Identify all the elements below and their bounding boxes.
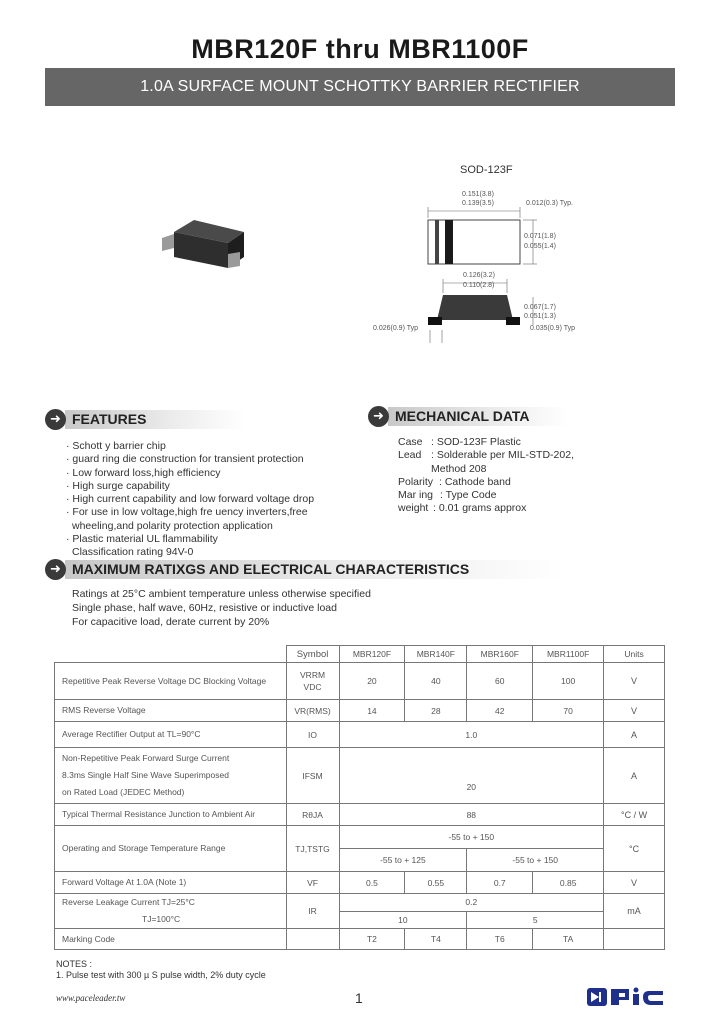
note-1: 1. Pulse test with 300 µ S pulse width, 2% duty cycle [56, 970, 266, 980]
table-row: -55 to + 125 -55 to + 150 [55, 849, 665, 872]
mechanical-title: MECHANICAL DATA [395, 408, 530, 424]
list-item: · High surge capability [66, 479, 170, 492]
table-row: RMS Reverse Voltage VR(RMS) 14 28 42 70 V [55, 700, 665, 722]
list-item: Lead : Solderable per MIL-STD-202, [398, 449, 574, 462]
mechanical-heading [368, 406, 568, 428]
features-title: FEATURES [72, 411, 147, 427]
arrow-bullet-icon: ➜ [45, 409, 66, 430]
chip-illustration [160, 210, 245, 280]
list-item: · Low forward loss,high efficiency [66, 466, 221, 479]
table-row: Non-Repetitive Peak Forward Surge Current 8.3ms Single Half Sine Wave Superimposed on Rated Load (JEDEC Method) IFSM 20 A [55, 748, 665, 804]
list-item: wheeling,and polarity protection application [72, 519, 273, 532]
table-row: Forward Voltage At 1.0A (Note 1) VF 0.5 0.55 0.7 0.85 V [55, 872, 665, 894]
ratings-conditions [72, 588, 371, 629]
features-heading [45, 409, 245, 431]
ratings-line: Single phase, half wave, 60Hz, resistive or inductive load [72, 601, 337, 614]
dim-terminal: 0.012(0.3) Typ. [526, 200, 573, 207]
arrow-bullet-icon: ➜ [368, 406, 389, 427]
list-item: Polarity : Cathode band [398, 475, 511, 488]
table-row: Repetitive Peak Reverse Voltage DC Blocking Voltage VRRM VDC 20 40 60 100 V [55, 663, 665, 700]
max-ratings-title: MAXIMUM RATIXGS AND ELECTRICAL CHARACTERISTICS [72, 561, 470, 577]
header-mbr160f: MBR160F [467, 646, 533, 663]
list-item: Mar ing : Type Code [398, 489, 497, 502]
dim-height: 0.071(1.8) 0.055(1.4) [524, 233, 556, 250]
list-item: · guard ring die construction for transient protection [66, 453, 304, 466]
dim-body: 0.126(3.2) 0.110(2.8) [463, 272, 495, 289]
table-row: Typical Thermal Resistance Junction to Ambient Air RθJA 88 °C / W [55, 804, 665, 826]
page-number: 1 [355, 990, 363, 1006]
notes-title: NOTES : [56, 959, 93, 969]
arrow-bullet-icon: ➜ [45, 559, 66, 580]
table-row: Reverse Leakage Current TJ=25°C TJ=100°C IR 0.2 mA [55, 894, 665, 912]
header-symbol: Symbol [286, 646, 339, 663]
ratings-line: Ratings at 25°C ambient temperature unless otherwise specified [72, 588, 371, 600]
pic-logo-icon [585, 985, 665, 1009]
package-name: SOD-123F [460, 164, 513, 176]
mechanical-data-list [398, 436, 574, 516]
table-row: Operating and Storage Temperature Range TJ,TSTG -55 to + 150 °C [55, 826, 665, 849]
dim-top-width: 0.151(3.8) 0.139(3.5) [462, 191, 494, 207]
page-title: MBR120F thru MBR1100F [191, 34, 529, 64]
table-header-row [55, 646, 665, 663]
header-mbr1100f: MBR1100F [533, 646, 604, 663]
list-item: Method 208 [431, 462, 487, 475]
list-item: · Plastic material UL flammability [66, 533, 218, 546]
website-url[interactable]: www.paceleader.tw [56, 993, 126, 1003]
subtitle-banner: 1.0A SURFACE MOUNT SCHOTTKY BARRIER RECTIFIER [45, 68, 675, 106]
max-ratings-heading [45, 559, 665, 581]
list-item: · For use in low voltage,high fre uency inverters,free [66, 506, 308, 519]
list-item: · Schott y barrier chip [66, 440, 166, 452]
list-item: Case : SOD-123F Plastic [398, 436, 521, 448]
table-row: Average Rectifier Output at TL=90°C IO 1.0 A [55, 722, 665, 748]
list-item: weight : 0.01 grams approx [398, 502, 527, 515]
table-row: Marking Code T2 T4 T6 TA [55, 929, 665, 950]
dim-thickness: 0.067(1.7) 0.051(1.3) [524, 304, 556, 320]
features-list [66, 440, 366, 560]
dim-lead-thickness: 0.035(0.9) Typ [530, 325, 576, 332]
table-row: 10 5 [55, 911, 665, 929]
header-mbr140f: MBR140F [405, 646, 467, 663]
notes [56, 959, 266, 981]
list-item: · High current capability and low forward voltage drop [66, 493, 315, 506]
characteristics-table [54, 645, 665, 950]
header-mbr120f: MBR120F [339, 646, 405, 663]
package-outline-drawing [355, 185, 565, 345]
dim-lead-length: 0.026(0.9) Typ [373, 325, 419, 332]
ratings-line: For capacitive load, derate current by 20% [72, 615, 270, 628]
list-item: Classification rating 94V-0 [72, 546, 194, 559]
header-units: Units [604, 646, 665, 663]
